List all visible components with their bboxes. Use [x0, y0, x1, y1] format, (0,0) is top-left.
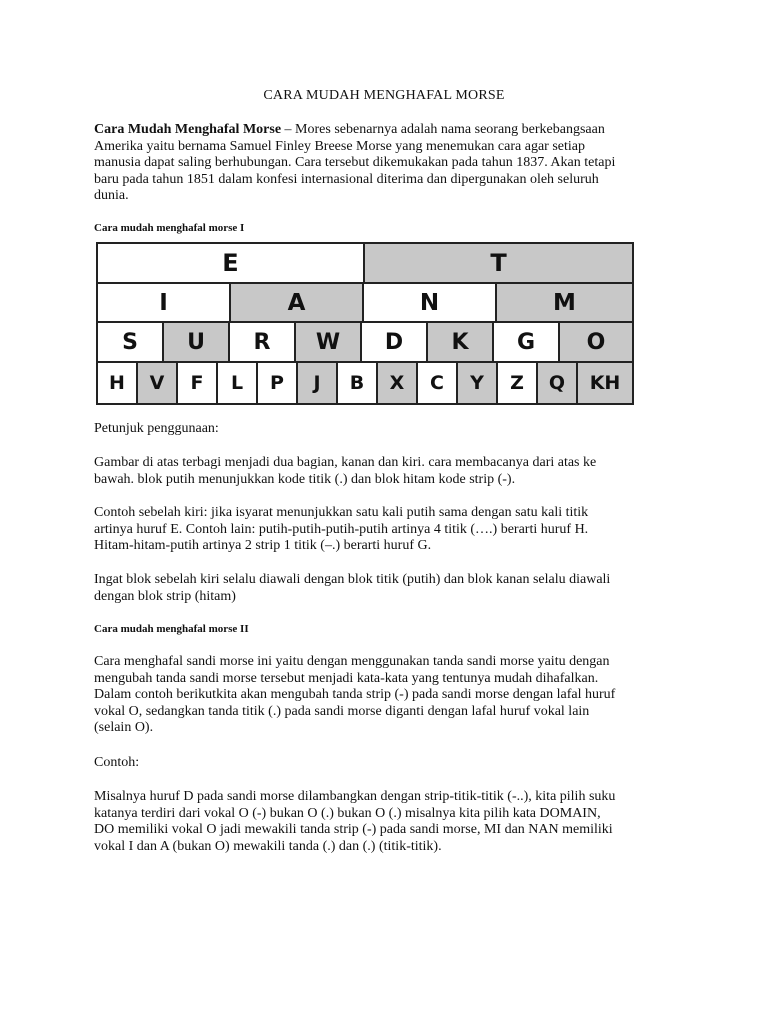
morse-cell-f: F — [178, 363, 218, 403]
morse-cell-c: C — [418, 363, 458, 403]
morse-cell-w: W — [296, 323, 362, 363]
contoh-label: Contoh: — [94, 755, 140, 770]
morse-cell-t: T — [365, 244, 632, 284]
morse-cell-g: G — [494, 323, 560, 363]
text-line: (selain O). — [94, 720, 154, 736]
morse-cell-o: O — [560, 323, 632, 363]
intro-line: baru pada tahun 1851 dalam konfesi internasional diterima dan dipergunakan oleh seluruh — [94, 171, 599, 187]
intro-paragraph — [94, 122, 674, 205]
text-line: katanya terdiri dari vokal O (-) bukan O (.) bukan O (.) misalnya kita pilih kata DOMAIN, — [94, 805, 601, 821]
morse-cell-r: R — [230, 323, 296, 363]
morse-cell-k: K — [428, 323, 494, 363]
section2-paragraph-1 — [94, 654, 674, 737]
morse-cell-q: Q — [538, 363, 578, 403]
intro-bold-lead: Cara Mudah Menghafal Morse — [94, 122, 282, 137]
morse-cell-v: V — [138, 363, 178, 403]
section1-heading: Cara mudah menghafal morse I — [94, 222, 245, 234]
morse-cell-j: J — [298, 363, 338, 403]
document-title: CARA MUDAH MENGHAFAL MORSE — [263, 88, 505, 103]
section2-heading: Cara mudah menghafal morse II — [94, 623, 249, 635]
text-line: Contoh sebelah kiri: jika isyarat menunjukkan satu kali putih sama dengan satu kali titik — [94, 505, 589, 520]
text-line: Ingat blok sebelah kiri selalu diawali dengan blok titik (putih) dan blok kanan selalu diawali — [94, 572, 611, 587]
morse-cell-y: Y — [458, 363, 498, 403]
morse-cell-m: M — [497, 284, 632, 323]
text-line: Cara menghafal sandi morse ini yaitu dengan menggunakan tanda sandi morse yaitu dengan — [94, 654, 610, 669]
text-line: Hitam-hitam-putih artinya 2 strip 1 titik (–.) berarti huruf G. — [94, 538, 432, 554]
morse-cell-kh: KH — [578, 363, 632, 403]
intro-line: dunia. — [94, 188, 129, 204]
morse-cell-d: D — [362, 323, 428, 363]
morse-cell-s: S — [98, 323, 164, 363]
text-line: mengubah tanda sandi morse tersebut menjadi kata-kata yang tentunya mudah dihafalkan. — [94, 670, 599, 686]
morse-cell-l: L — [218, 363, 258, 403]
morse-cell-z: Z — [498, 363, 538, 403]
text-line: vokal O, sedangkan tanda titik (.) pada sandi morse diganti dengan lafal huruf vokal lain — [94, 703, 590, 719]
morse-cell-u: U — [164, 323, 230, 363]
section1-paragraph-1 — [94, 455, 674, 488]
text-line: bawah. blok putih menunjukkan kode titik (.) dan blok hitam kode strip (-). — [94, 471, 516, 487]
morse-row — [98, 363, 632, 403]
section2-paragraph-2 — [94, 789, 674, 855]
section1-paragraph-3 — [94, 572, 674, 605]
section1-paragraph-2 — [94, 505, 674, 555]
morse-row — [98, 323, 632, 363]
text-line: vokal I dan A (bukan O) mewakili tanda (.) dan (.) (titik-titik). — [94, 838, 442, 854]
morse-cell-b: B — [338, 363, 378, 403]
text-line: artinya huruf E. Contoh lain: putih-putih-putih-putih artinya 4 titik (….) berarti huruf H. — [94, 521, 589, 537]
text-line: dengan blok strip (hitam) — [94, 588, 236, 604]
morse-chart — [96, 242, 634, 405]
morse-cell-a: A — [231, 284, 364, 323]
intro-line: – Mores sebenarnya adalah nama seorang berkebangsaan — [281, 122, 605, 137]
text-line: Dalam contoh berikutkita akan mengubah tanda strip (-) pada sandi morse dengan lafal huruf — [94, 687, 616, 703]
morse-cell-e: E — [98, 244, 365, 284]
morse-row — [98, 284, 632, 323]
morse-cell-x: X — [378, 363, 418, 403]
petunjuk-label: Petunjuk penggunaan: — [94, 421, 219, 436]
morse-cell-i: I — [98, 284, 231, 323]
morse-row — [98, 244, 632, 284]
morse-cell-p: P — [258, 363, 298, 403]
morse-cell-n: N — [364, 284, 497, 323]
morse-cell-h: H — [98, 363, 138, 403]
intro-line: Amerika yaitu bernama Samuel Finley Breese Morse yang menemukan cara agar setiap — [94, 138, 585, 154]
text-line: Gambar di atas terbagi menjadi dua bagian, kanan dan kiri. cara membacanya dari atas ke — [94, 455, 597, 470]
text-line: Misalnya huruf D pada sandi morse dilambangkan dengan strip-titik-titik (-..), kita pilih suku — [94, 789, 616, 804]
intro-line: manusia dapat saling berhubungan. Cara tersebut dikemukakan pada tahun 1837. Akan tetapi — [94, 155, 616, 171]
text-line: DO memiliki vokal O jadi mewakili tanda strip (-) pada sandi morse, MI dan NAN memiliki — [94, 822, 613, 838]
